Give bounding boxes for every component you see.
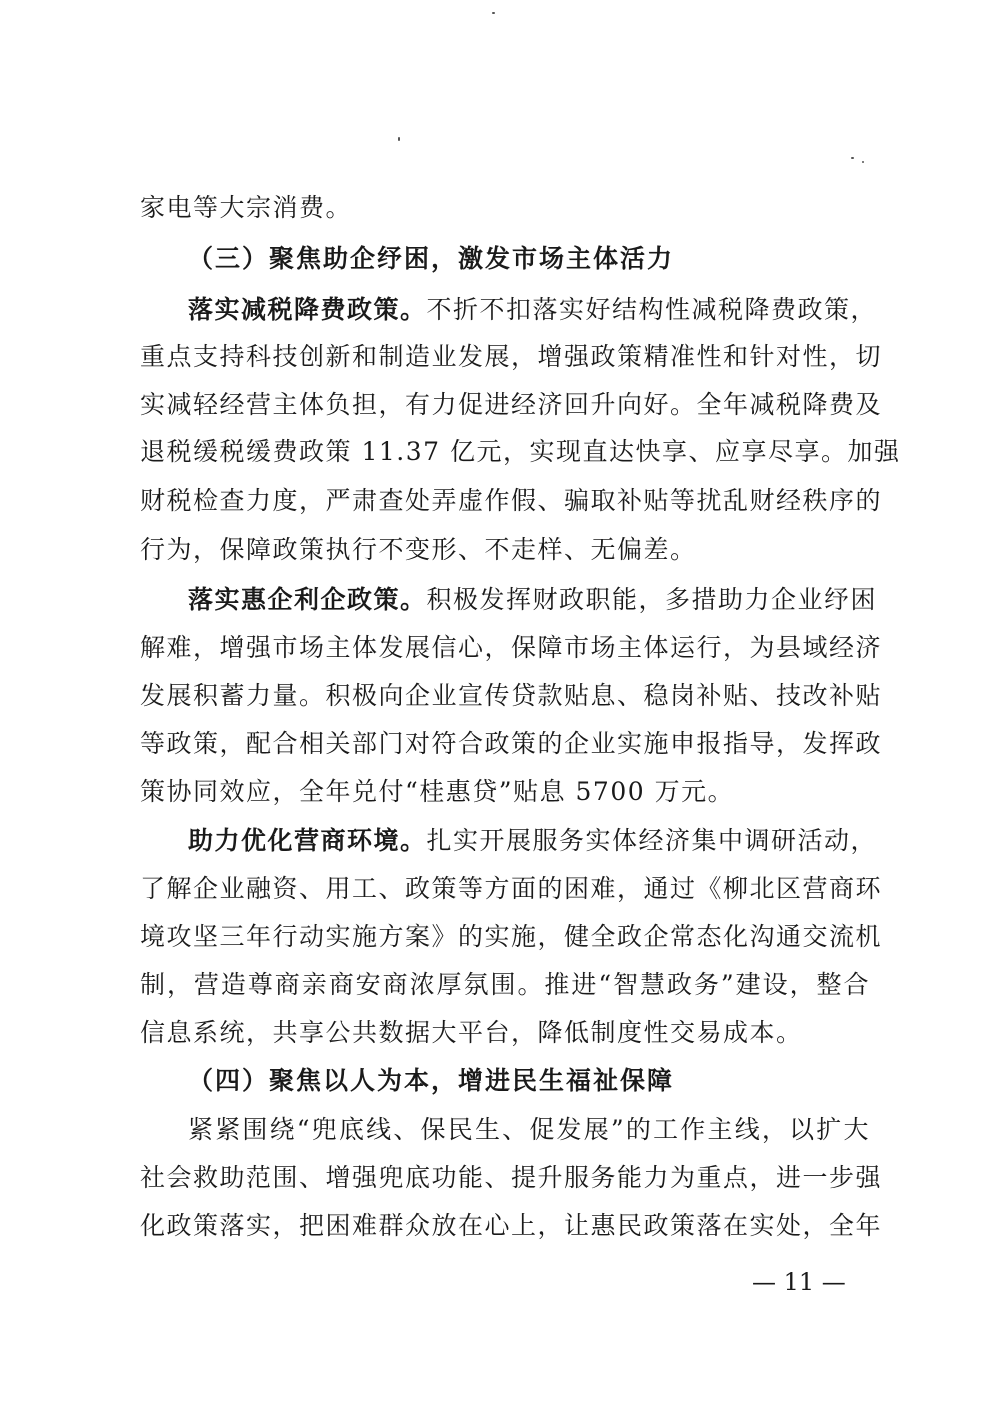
paragraph-line: 化政策落实，把困难群众放在心上，让惠民政策落在实处，全年: [140, 1211, 883, 1240]
scan-speck: [851, 157, 854, 159]
paragraph-text: 扎实开展服务实体经济集中调研活动，: [426, 826, 878, 855]
paragraph-lead: 落实惠企利企政策。: [188, 585, 427, 614]
paragraph-line: 紧紧围绕“兜底线、保民生、促发展”的工作主线，以扩大: [188, 1115, 870, 1144]
section-heading-4: （四）聚焦以人为本，增进民生福祉保障: [188, 1066, 675, 1095]
paragraph-line: 信息系统，共享公共数据大平台，降低制度性交易成本。: [140, 1018, 803, 1047]
scan-speck: [492, 12, 495, 14]
paragraph-line: 社会救助范围、增强兜底功能、提升服务能力为重点，进一步强: [140, 1163, 883, 1192]
text-line: 家电等大宗消费。: [140, 193, 353, 222]
paragraph-line: 解难，增强市场主体发展信心，保障市场主体运行，为县域经济: [140, 633, 883, 662]
paragraph-line: 发展积蓄力量。积极向企业宣传贷款贴息、稳岗补贴、技改补贴: [140, 681, 883, 710]
paragraph-text: 不折不扣落实好结构性减税降费政策，: [426, 295, 878, 324]
paragraph-lead: 落实减税降费政策。: [188, 295, 427, 324]
paragraph-line: 策协同效应，全年兑付“桂惠贷”贴息 5700 万元。: [140, 777, 735, 806]
paragraph-line: 了解企业融资、用工、政策等方面的困难，通过《柳北区营商环: [140, 874, 883, 903]
section-heading-3: （三）聚焦助企纾困，激发市场主体活力: [188, 244, 675, 273]
paragraph-line: 退税缓税缓费政策 11.37 亿元，实现直达快享、应享尽享。加强: [140, 437, 901, 466]
page-number: — 11 —: [752, 1268, 846, 1296]
paragraph-line: [188, 585, 878, 615]
paragraph-lead: 助力优化营商环境。: [188, 826, 427, 855]
paragraph-line: 实减轻经营主体负担，有力促进经济回升向好。全年减税降费及: [140, 390, 883, 419]
paragraph-line: 财税检查力度，严肃查处弄虚作假、骗取补贴等扰乱财经秩序的: [140, 486, 883, 515]
scan-speck: [862, 161, 864, 163]
paragraph-text: 积极发挥财政职能，多措助力企业纾困: [426, 585, 878, 614]
paragraph-line: 行为，保障政策执行不变形、不走样、无偏差。: [140, 535, 697, 564]
paragraph-line: [188, 295, 878, 325]
paragraph-line: 重点支持科技创新和制造业发展，增强政策精准性和针对性，切: [140, 342, 883, 371]
paragraph-line: 境攻坚三年行动实施方案》的实施，健全政企常态化沟通交流机: [140, 922, 883, 951]
paragraph-line: [188, 826, 878, 856]
scan-speck: [398, 137, 400, 141]
paragraph-line: 制，营造尊商亲商安商浓厚氛围。推进“智慧政务”建设，整合: [140, 970, 870, 999]
paragraph-line: 等政策，配合相关部门对符合政策的企业实施申报指导，发挥政: [140, 729, 883, 758]
